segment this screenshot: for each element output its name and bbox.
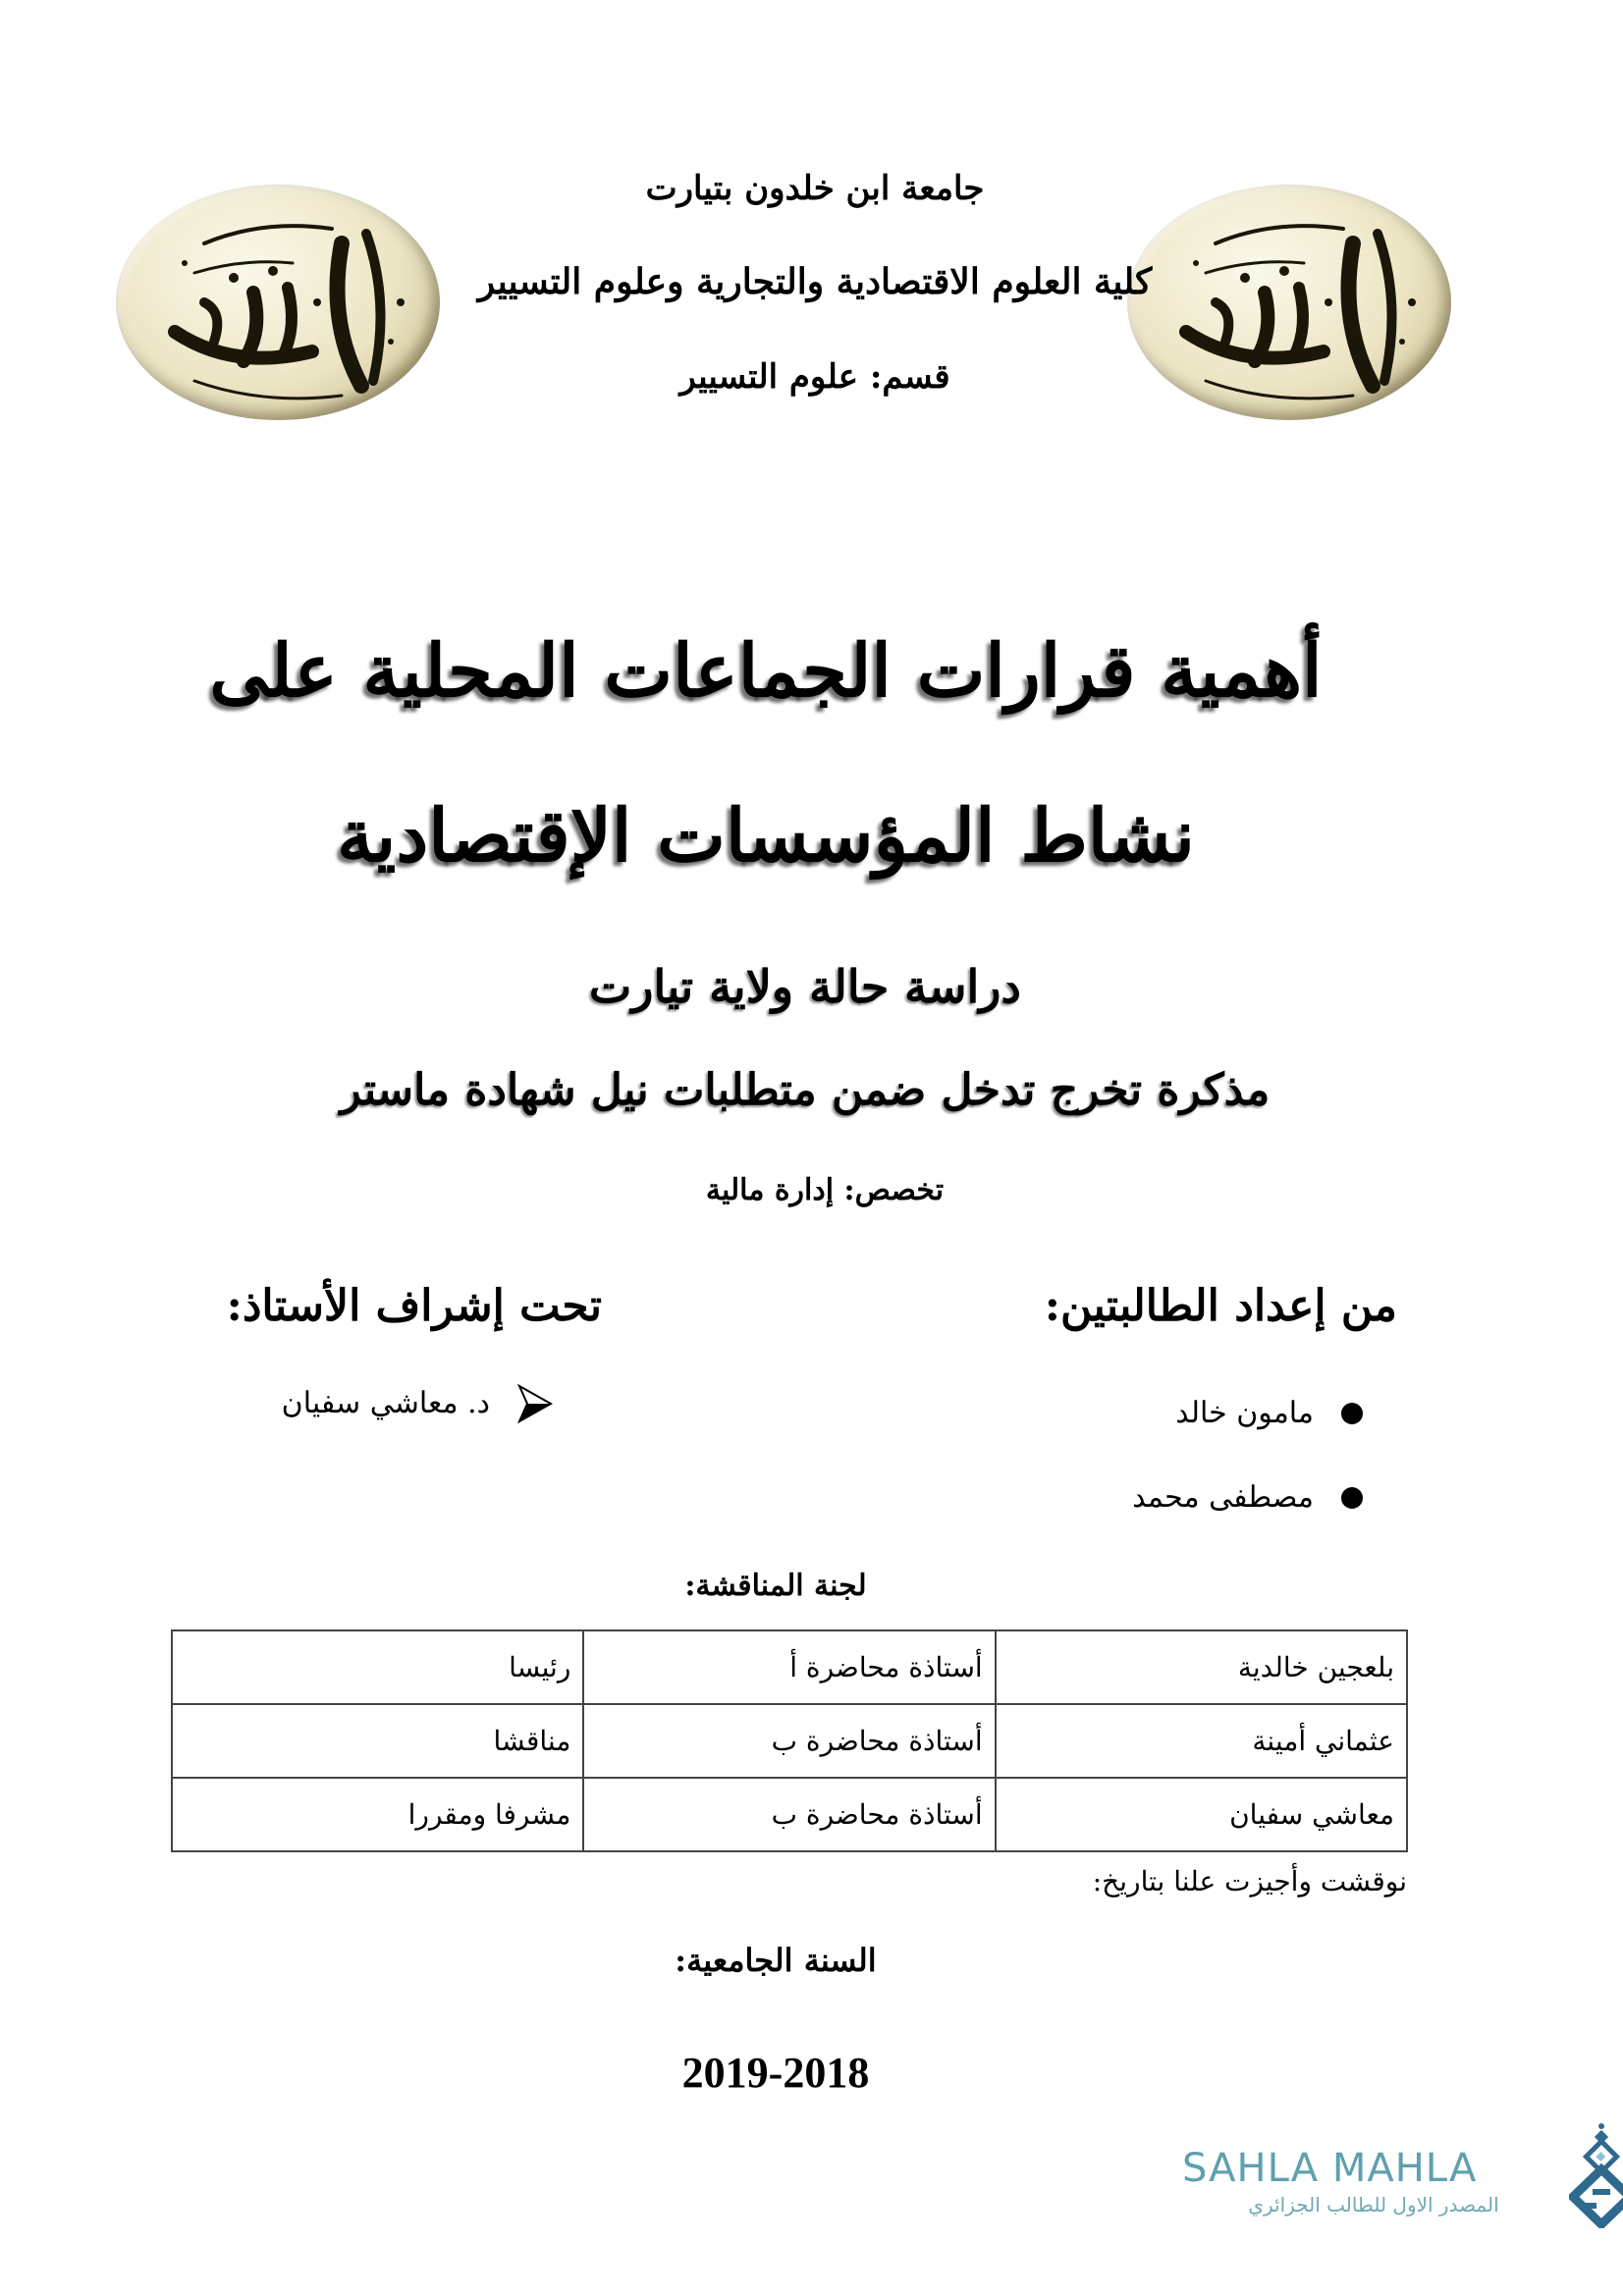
department-name: قسم: علوم التسيير — [679, 357, 950, 397]
committee-heading: لجنة المناقشة: — [684, 1569, 867, 1603]
case-study-subtitle: دراسة حالة ولاية تيارت — [589, 960, 1021, 1013]
watermark-brand: SAHLA MAHLA — [1182, 2146, 1478, 2191]
defense-date-note: نوقشت وأجيزت علنا بتاريخ: — [1092, 1865, 1407, 1897]
supervisor-name: د. معاشي سفيان — [281, 1386, 490, 1420]
member-role: مشرفا ومقررا — [172, 1778, 583, 1851]
thesis-degree-note: مذكرة تخرج تدخل ضمن متطلبات نيل شهادة ماستر — [340, 1065, 1271, 1115]
filled-circle-bullet-icon — [1341, 1487, 1363, 1509]
student-list-item — [1132, 1480, 1363, 1516]
thesis-title-line-2: نشاط المؤسسات الإقتصادية — [337, 794, 1195, 879]
supervisor-heading: تحت إشراف الأستاذ: — [226, 1281, 602, 1331]
thesis-title-line-1: أهمية قرارات الجماعات المحلية على — [209, 629, 1323, 714]
watermark-tagline: المصدر الاول للطالب الجزائري — [1248, 2193, 1499, 2216]
student-name: مصطفى محمد — [1132, 1480, 1314, 1515]
supervisor-list-item — [282, 1384, 553, 1423]
seal-calligraphy-icon — [116, 185, 440, 420]
member-role: مناقشا — [172, 1704, 583, 1778]
member-rank: أستاذة محاضرة أ — [583, 1630, 995, 1704]
member-name: بلعجين خالدية — [996, 1630, 1407, 1704]
table-row — [172, 1704, 1407, 1778]
sahla-mahla-emblem-icon — [1569, 2120, 1623, 2228]
committee-table — [171, 1629, 1408, 1852]
member-name: معاشي سفيان — [996, 1778, 1407, 1851]
filled-circle-bullet-icon — [1341, 1403, 1363, 1424]
university-name: جامعة ابن خلدون بتيارت — [645, 169, 985, 208]
table-row — [172, 1778, 1407, 1851]
faculty-name: كلية العلوم الاقتصادية والتجارية وعلوم التسيير — [477, 261, 1153, 302]
sahla-mahla-watermark — [1178, 2110, 1600, 2218]
arrowhead-bullet-icon — [517, 1384, 553, 1423]
table-row — [172, 1630, 1407, 1704]
member-rank: أستاذة محاضرة ب — [583, 1778, 995, 1851]
university-seal-icon — [116, 185, 440, 420]
student-list-item — [1175, 1396, 1363, 1431]
academic-year-value: 2019-2018 — [681, 2049, 870, 2097]
specialty-label: تخصص: إدارة مالية — [705, 1173, 945, 1207]
member-name: عثماني أمينة — [996, 1704, 1407, 1778]
member-rank: أستاذة محاضرة ب — [583, 1704, 995, 1778]
member-role: رئيسا — [172, 1630, 583, 1704]
academic-year-label: السنة الجامعية: — [675, 1942, 877, 1979]
students-heading: من إعداد الطالبتين: — [1044, 1281, 1397, 1331]
student-name: مامون خالد — [1175, 1396, 1314, 1430]
